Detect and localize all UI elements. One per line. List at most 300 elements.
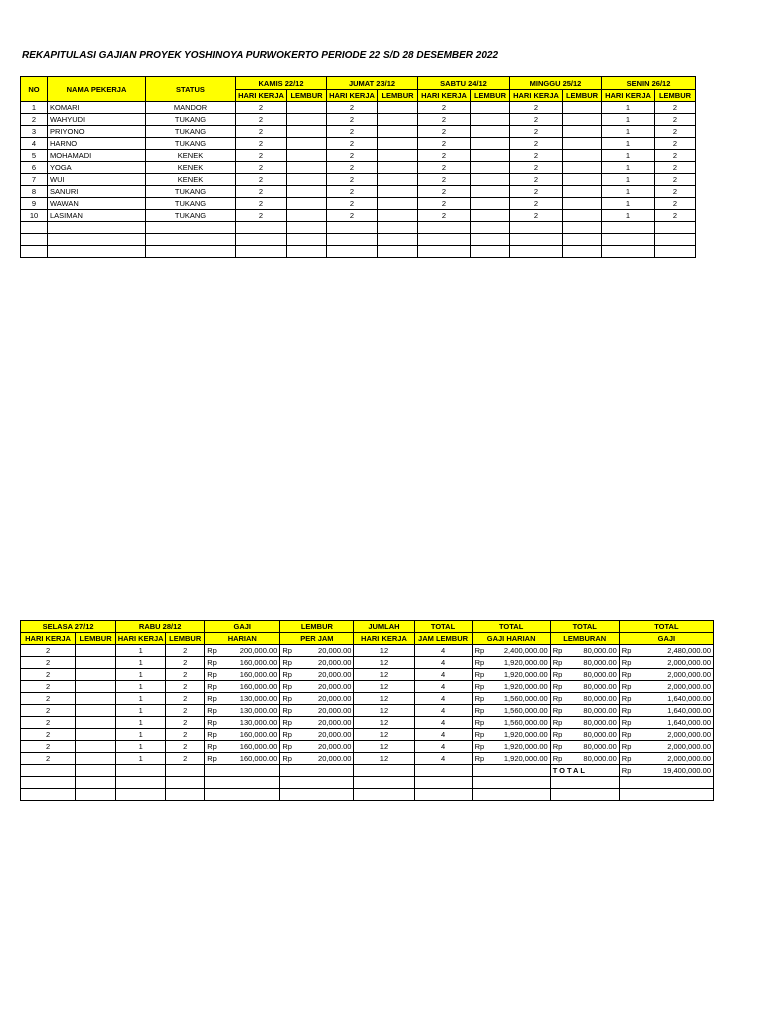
cell-no: 10 (21, 210, 48, 222)
cell-lembur: 2 (655, 174, 696, 186)
cell-status: TUKANG (146, 126, 236, 138)
cell-gaji-harian (205, 753, 280, 765)
cell-status: KENEK (146, 162, 236, 174)
empty-cell (21, 777, 76, 789)
cell-total-lemburan (550, 753, 619, 765)
cell-jumlah-hari-kerja: 12 (354, 705, 414, 717)
cell-hari-kerja: 2 (327, 126, 378, 138)
cell-lembur: 2 (655, 126, 696, 138)
empty-cell (236, 234, 287, 246)
table-row (21, 741, 714, 753)
table-row (21, 645, 714, 657)
cell-lembur: 2 (655, 102, 696, 114)
cell-lembur-per-jam (280, 693, 354, 705)
cell-lembur (471, 114, 510, 126)
amount: 2,000,000.00 (667, 658, 711, 667)
cell-total-jam-lembur: 4 (414, 741, 472, 753)
amount: 1,920,000.00 (503, 754, 548, 763)
attendance-table-part1 (20, 76, 696, 258)
cell-total-lemburan (550, 705, 619, 717)
amount: 20,000.00 (318, 646, 352, 655)
cell-lembur-per-jam (280, 729, 354, 741)
empty-cell (21, 789, 76, 801)
table-row (21, 174, 696, 186)
cell-hari-kerja: 2 (327, 150, 378, 162)
header-day: RABU 28/12 (116, 621, 205, 633)
empty-cell (280, 789, 354, 801)
subheader-hari-kerja: HARI KERJA (236, 90, 287, 102)
amount: 20,000.00 (318, 730, 352, 739)
table-row (21, 126, 696, 138)
cell-nama: HARNO (48, 138, 146, 150)
cell-hari-kerja: 2 (510, 186, 563, 198)
table-row (21, 693, 714, 705)
empty-cell (510, 234, 563, 246)
cell-lembur (287, 186, 327, 198)
amount: 80,000.00 (583, 742, 617, 751)
subheader-hari-kerja: HARI KERJA (418, 90, 471, 102)
cell-total-lemburan (550, 645, 619, 657)
cell-hari-kerja: 2 (236, 198, 287, 210)
currency-label: Rp (552, 754, 563, 763)
cell-hari-kerja: 2 (236, 210, 287, 222)
cell-lembur (287, 138, 327, 150)
cell-hari-kerja: 2 (236, 186, 287, 198)
empty-cell (472, 777, 550, 789)
header-day: JUMAT 23/12 (327, 77, 418, 90)
currency-label: Rp (621, 742, 632, 751)
amount: 1,920,000.00 (503, 658, 548, 667)
cell-hari-kerja: 1 (602, 162, 655, 174)
subheader-hari-kerja: HARI KERJA (602, 90, 655, 102)
cell-status: KENEK (146, 174, 236, 186)
cell-hari-kerja: 1 (116, 741, 166, 753)
amount: 80,000.00 (583, 682, 617, 691)
cell-gaji-harian (205, 693, 280, 705)
cell-hari-kerja: 1 (116, 669, 166, 681)
currency-label: Rp (207, 706, 217, 715)
empty-cell (205, 789, 280, 801)
empty-cell (236, 222, 287, 234)
currency-label: Rp (474, 658, 485, 667)
table-row (21, 669, 714, 681)
currency-label: Rp (282, 718, 292, 727)
table-row (21, 681, 714, 693)
currency-label: Rp (207, 730, 217, 739)
empty-cell (655, 246, 696, 258)
empty-row (21, 789, 714, 801)
cell-hari-kerja: 2 (510, 150, 563, 162)
header-total-jam-lembur: TOTAL (414, 621, 472, 633)
cell-hari-kerja: 2 (510, 102, 563, 114)
cell-jumlah-hari-kerja: 12 (354, 645, 414, 657)
cell-hari-kerja: 2 (236, 102, 287, 114)
cell-hari-kerja: 2 (418, 102, 471, 114)
cell-total-gaji (619, 657, 713, 669)
cell-no: 3 (21, 126, 48, 138)
cell-total-gaji (619, 717, 713, 729)
cell-lembur (563, 174, 602, 186)
empty-cell (602, 222, 655, 234)
currency-label: Rp (207, 670, 217, 679)
empty-cell (116, 777, 166, 789)
empty-cell (166, 777, 205, 789)
cell-lembur: 2 (655, 162, 696, 174)
table-row (21, 753, 714, 765)
cell-lembur: 2 (655, 138, 696, 150)
cell-total-gaji-harian (472, 681, 550, 693)
amount: 20,000.00 (318, 706, 352, 715)
table-row (21, 210, 696, 222)
amount: 2,000,000.00 (667, 754, 711, 763)
empty-cell (510, 222, 563, 234)
cell-no: 6 (21, 162, 48, 174)
amount: 130,000.00 (239, 718, 278, 727)
cell-lembur-per-jam (280, 645, 354, 657)
cell-hari-kerja: 1 (602, 102, 655, 114)
cell-nama: LASIMAN (48, 210, 146, 222)
cell-jumlah-hari-kerja: 12 (354, 669, 414, 681)
table-row (21, 102, 696, 114)
cell-total-lemburan (550, 717, 619, 729)
cell-lembur: 2 (166, 693, 205, 705)
currency-label: Rp (282, 670, 292, 679)
cell-hari-kerja: 1 (116, 693, 166, 705)
cell-hari-kerja: 2 (418, 162, 471, 174)
empty-cell (76, 777, 116, 789)
currency-label: Rp (621, 658, 632, 667)
table-row (21, 186, 696, 198)
table-row (21, 198, 696, 210)
empty-cell (472, 789, 550, 801)
cell-hari-kerja: 2 (236, 174, 287, 186)
amount: 20,000.00 (318, 670, 352, 679)
amount: 2,480,000.00 (667, 646, 711, 655)
cell-total-gaji-harian (472, 693, 550, 705)
cell-lembur (76, 729, 116, 741)
cell-no: 7 (21, 174, 48, 186)
currency-label: Rp (552, 706, 563, 715)
amount: 130,000.00 (239, 694, 278, 703)
amount: 160,000.00 (239, 730, 278, 739)
cell-status: TUKANG (146, 138, 236, 150)
cell-hari-kerja: 1 (116, 657, 166, 669)
cell-hari-kerja: 2 (327, 210, 378, 222)
currency-label: Rp (552, 730, 563, 739)
empty-cell (602, 246, 655, 258)
empty-cell (146, 234, 236, 246)
cell-total-jam-lembur: 4 (414, 645, 472, 657)
cell-hari-kerja: 2 (21, 669, 76, 681)
header-lembur-per-jam: LEMBUR (280, 621, 354, 633)
header-total-lemburan-line2: LEMBURAN (550, 633, 619, 645)
currency-label: Rp (207, 718, 217, 727)
cell-lembur (287, 126, 327, 138)
empty-cell (21, 765, 76, 777)
cell-lembur (563, 186, 602, 198)
cell-hari-kerja: 1 (602, 138, 655, 150)
cell-total-jam-lembur: 4 (414, 681, 472, 693)
currency-label: Rp (474, 730, 485, 739)
cell-hari-kerja: 2 (236, 150, 287, 162)
cell-hari-kerja: 1 (116, 717, 166, 729)
currency-label: Rp (207, 754, 217, 763)
header-jumlah-hari-kerja-line2: HARI KERJA (354, 633, 414, 645)
cell-hari-kerja: 2 (21, 657, 76, 669)
cell-jumlah-hari-kerja: 12 (354, 693, 414, 705)
table-row (21, 138, 696, 150)
cell-total-gaji-harian (472, 669, 550, 681)
currency-label: Rp (282, 730, 292, 739)
cell-lembur (378, 186, 418, 198)
cell-lembur (287, 210, 327, 222)
cell-lembur: 2 (655, 198, 696, 210)
empty-cell (602, 234, 655, 246)
empty-cell (287, 246, 327, 258)
empty-cell (48, 246, 146, 258)
table-row (21, 705, 714, 717)
cell-total-gaji (619, 729, 713, 741)
empty-cell (418, 234, 471, 246)
subheader-hari-kerja: HARI KERJA (116, 633, 166, 645)
amount: 1,560,000.00 (503, 706, 548, 715)
empty-cell (510, 246, 563, 258)
table-row (21, 114, 696, 126)
empty-cell (354, 789, 414, 801)
amount: 130,000.00 (239, 706, 278, 715)
cell-lembur: 2 (655, 150, 696, 162)
currency-label: Rp (282, 742, 292, 751)
cell-lembur (471, 210, 510, 222)
cell-lembur (471, 174, 510, 186)
currency-label: Rp (207, 742, 217, 751)
header-total-jam-lembur-line2: JAM LEMBUR (414, 633, 472, 645)
currency-label: Rp (282, 706, 292, 715)
empty-row (21, 777, 714, 789)
amount: 80,000.00 (583, 718, 617, 727)
cell-hari-kerja: 1 (116, 753, 166, 765)
cell-total-jam-lembur: 4 (414, 717, 472, 729)
currency-label: Rp (621, 718, 632, 727)
cell-lembur (378, 174, 418, 186)
subheader-lembur: LEMBUR (471, 90, 510, 102)
cell-lembur (563, 138, 602, 150)
currency-label: Rp (621, 682, 632, 691)
cell-total-gaji (619, 753, 713, 765)
currency-label: Rp (621, 706, 632, 715)
cell-total-lemburan (550, 729, 619, 741)
subheader-hari-kerja: HARI KERJA (21, 633, 76, 645)
currency-label: Rp (282, 682, 292, 691)
cell-no: 1 (21, 102, 48, 114)
amount: 200,000.00 (239, 646, 278, 655)
empty-cell (418, 246, 471, 258)
cell-status: TUKANG (146, 114, 236, 126)
cell-gaji-harian (205, 681, 280, 693)
empty-cell (280, 765, 354, 777)
currency-label: Rp (552, 718, 563, 727)
cell-hari-kerja: 2 (510, 162, 563, 174)
cell-lembur: 2 (166, 681, 205, 693)
cell-jumlah-hari-kerja: 12 (354, 753, 414, 765)
cell-hari-kerja: 2 (327, 186, 378, 198)
header-total-gaji-line2: GAJI (619, 633, 713, 645)
header-day: SENIN 26/12 (602, 77, 696, 90)
cell-lembur: 2 (655, 186, 696, 198)
empty-cell (166, 789, 205, 801)
empty-cell (563, 222, 602, 234)
currency-label: Rp (282, 658, 292, 667)
payroll-table-part2 (20, 620, 714, 801)
empty-cell (378, 246, 418, 258)
cell-lembur (76, 657, 116, 669)
amount: 80,000.00 (583, 706, 617, 715)
cell-lembur (76, 669, 116, 681)
header-day: MINGGU 25/12 (510, 77, 602, 90)
cell-gaji-harian (205, 741, 280, 753)
cell-status: KENEK (146, 150, 236, 162)
empty-cell (21, 246, 48, 258)
cell-hari-kerja: 2 (418, 150, 471, 162)
amount: 1,560,000.00 (503, 694, 548, 703)
currency-label: Rp (552, 646, 563, 655)
cell-hari-kerja: 2 (21, 645, 76, 657)
cell-lembur (287, 102, 327, 114)
cell-lembur-per-jam (280, 657, 354, 669)
empty-cell (48, 222, 146, 234)
header-day: SELASA 27/12 (21, 621, 116, 633)
cell-hari-kerja: 2 (21, 753, 76, 765)
cell-lembur: 2 (166, 717, 205, 729)
header-nama-pekerja: NAMA PEKERJA (48, 77, 146, 102)
cell-hari-kerja: 1 (602, 114, 655, 126)
cell-total-jam-lembur: 4 (414, 753, 472, 765)
amount: 160,000.00 (239, 754, 278, 763)
cell-hari-kerja: 2 (418, 174, 471, 186)
empty-cell (414, 777, 472, 789)
empty-cell (354, 765, 414, 777)
amount: 1,920,000.00 (503, 670, 548, 679)
empty-row (21, 246, 696, 258)
cell-lembur (287, 174, 327, 186)
empty-cell (471, 234, 510, 246)
cell-hari-kerja: 2 (418, 114, 471, 126)
currency-label: Rp (621, 754, 632, 763)
empty-cell (280, 777, 354, 789)
cell-lembur: 2 (166, 753, 205, 765)
currency-label: Rp (552, 670, 563, 679)
header-total-gaji: TOTAL (619, 621, 713, 633)
cell-hari-kerja: 2 (418, 186, 471, 198)
cell-lembur: 2 (655, 210, 696, 222)
amount: 80,000.00 (583, 754, 617, 763)
empty-cell (472, 765, 550, 777)
currency-label: Rp (621, 766, 632, 775)
cell-lembur-per-jam (280, 705, 354, 717)
empty-cell (619, 777, 713, 789)
amount: 80,000.00 (583, 670, 617, 679)
cell-lembur (76, 645, 116, 657)
currency-label: Rp (474, 718, 485, 727)
cell-total-jam-lembur: 4 (414, 693, 472, 705)
amount: 1,920,000.00 (503, 742, 548, 751)
cell-lembur-per-jam (280, 669, 354, 681)
cell-total-gaji-harian (472, 657, 550, 669)
cell-nama: WAWAN (48, 198, 146, 210)
cell-total-gaji (619, 681, 713, 693)
cell-hari-kerja: 2 (236, 114, 287, 126)
cell-gaji-harian (205, 669, 280, 681)
cell-total-gaji-harian (472, 717, 550, 729)
empty-cell (471, 246, 510, 258)
cell-hari-kerja: 1 (602, 210, 655, 222)
cell-jumlah-hari-kerja: 12 (354, 657, 414, 669)
amount: 2,000,000.00 (667, 730, 711, 739)
cell-no: 5 (21, 150, 48, 162)
header-total-gaji-harian-line2: GAJI HARIAN (472, 633, 550, 645)
currency-label: Rp (207, 658, 217, 667)
cell-nama: WUI (48, 174, 146, 186)
cell-hari-kerja: 2 (236, 138, 287, 150)
cell-hari-kerja: 1 (116, 681, 166, 693)
currency-label: Rp (621, 646, 632, 655)
cell-lembur (378, 126, 418, 138)
cell-hari-kerja: 2 (418, 198, 471, 210)
cell-lembur: 2 (166, 669, 205, 681)
empty-cell (21, 234, 48, 246)
currency-label: Rp (621, 730, 632, 739)
cell-lembur (471, 126, 510, 138)
empty-cell (619, 789, 713, 801)
currency-label: Rp (282, 754, 292, 763)
cell-hari-kerja: 2 (327, 114, 378, 126)
cell-grand-total (619, 765, 713, 777)
cell-lembur (76, 705, 116, 717)
cell-lembur (471, 186, 510, 198)
cell-lembur (378, 210, 418, 222)
currency-label: Rp (621, 670, 632, 679)
cell-hari-kerja: 2 (510, 198, 563, 210)
currency-label: Rp (474, 682, 485, 691)
cell-hari-kerja: 2 (510, 174, 563, 186)
cell-lembur-per-jam (280, 717, 354, 729)
cell-nama: WAHYUDI (48, 114, 146, 126)
empty-cell (287, 234, 327, 246)
header-day: SABTU 24/12 (418, 77, 510, 90)
cell-hari-kerja: 2 (21, 681, 76, 693)
currency-label: Rp (474, 694, 485, 703)
cell-status: MANDOR (146, 102, 236, 114)
amount: 160,000.00 (239, 742, 278, 751)
currency-label: Rp (474, 646, 485, 655)
subheader-lembur: LEMBUR (76, 633, 116, 645)
subheader-lembur: LEMBUR (655, 90, 696, 102)
empty-cell (655, 234, 696, 246)
empty-cell (471, 222, 510, 234)
subheader-lembur: LEMBUR (378, 90, 418, 102)
cell-gaji-harian (205, 717, 280, 729)
header-day: KAMIS 22/12 (236, 77, 327, 90)
cell-lembur (378, 102, 418, 114)
amount: 1,560,000.00 (503, 718, 548, 727)
amount: 1,920,000.00 (503, 682, 548, 691)
cell-nama: PRIYONO (48, 126, 146, 138)
cell-lembur (471, 102, 510, 114)
cell-lembur (563, 114, 602, 126)
cell-total-gaji-harian (472, 705, 550, 717)
subheader-hari-kerja: HARI KERJA (510, 90, 563, 102)
cell-no: 2 (21, 114, 48, 126)
